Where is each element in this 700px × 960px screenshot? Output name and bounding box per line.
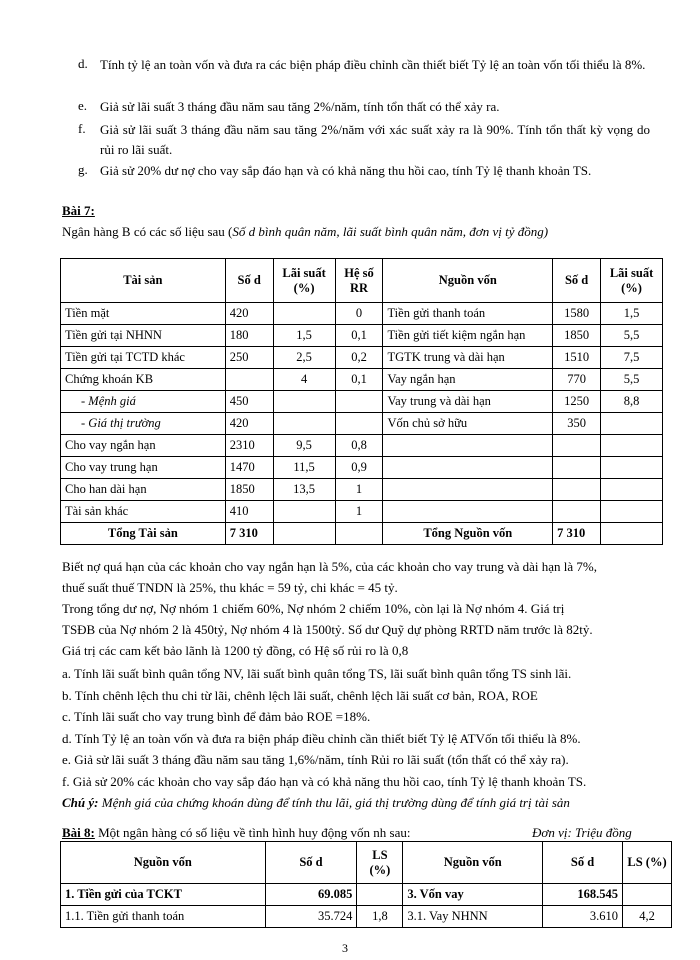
source-cell [383,457,553,479]
risk-cell: 0,2 [335,347,383,369]
paragraph-line: Biết nợ quá hạn của các khoản cho vay ngắn hạn là 5%, của các khoản cho vay trung và dài hạn là 7%, [62,559,597,574]
balance-cell: 1470 [225,457,273,479]
source-right-rate-cell [623,884,672,906]
asset-cell: Tài sản khác [61,501,226,523]
source-cell: Tiền gửi tiết kiệm ngắn hạn [383,325,553,347]
risk-cell: 0,8 [335,435,383,457]
risk-cell: 1 [335,479,383,501]
source-right-cell: 3.1. Vay NHNN [403,906,543,928]
source-rate-cell: 5,5 [601,369,663,391]
header-so-du: Số d [225,259,273,303]
risk-cell [335,391,383,413]
table-header-row [61,259,663,303]
table-header-row [61,842,672,884]
rate-cell: 13,5 [273,479,335,501]
source-cell: TGTK trung và dài hạn [383,347,553,369]
risk-cell: 0,9 [335,457,383,479]
source-cell [383,435,553,457]
item-marker: e. [78,98,88,113]
bai7-table-body [61,303,663,523]
table-row [61,501,663,523]
item-marker: d. [78,56,88,71]
header-ls2: LS (%) [623,842,672,884]
balance-cell: 420 [225,303,273,325]
source-rate-cell [601,435,663,457]
empty-cell [601,523,663,545]
header-nguon-von: Nguồn vốn [383,259,553,303]
section-title-bai8: Bài 8: [62,825,95,840]
table-row [61,413,663,435]
question-item: c. Tính lãi suất cho vay trung bình để đảm bảo ROE =18%. [62,709,371,724]
source-left-cell: 1. Tiền gửi của TCKT [61,884,266,906]
table-row [61,435,663,457]
note-label: Chú ý: [62,795,99,810]
page-number: 3 [342,941,348,955]
source-balance-cell [553,435,601,457]
question-item: d. Tính Tỷ lệ an toàn vốn và đưa ra biện pháp điều chỉnh cần thiết biết Tỷ lệ ATVốn tối thiểu là 8%. [62,730,581,746]
risk-cell: 0 [335,303,383,325]
table-row [61,325,663,347]
item-marker: f. [78,121,86,136]
header-nguon-von2: Nguồn vốn [403,842,543,884]
risk-cell: 0,1 [335,369,383,391]
source-left-value-cell: 69.085 [265,884,357,906]
balance-cell: 410 [225,501,273,523]
source-rate-cell: 8,8 [601,391,663,413]
asset-cell: - Giá thị trường [61,413,226,435]
source-balance-cell [553,501,601,523]
balance-cell: 450 [225,391,273,413]
source-balance-cell: 1250 [553,391,601,413]
rate-cell [273,391,335,413]
total-asset-value: 7 310 [225,523,273,545]
source-cell [383,501,553,523]
bai8-table [60,841,672,928]
source-left-rate-cell [357,884,403,906]
bai8-unit: Đơn vị: Triệu đồng [532,825,632,840]
table-row [61,369,663,391]
source-rate-cell: 5,5 [601,325,663,347]
source-rate-cell: 1,5 [601,303,663,325]
source-balance-cell [553,479,601,501]
list-item: Giả sử lãi suất 3 tháng đầu năm sau tăng 2%/năm với xác suất xảy ra là 90%. Tính tổn thất kỳ vọng do rủi ro lãi suất. [100,122,650,157]
rate-cell [273,413,335,435]
list-item: Giả sử lãi suất 3 tháng đầu năm sau tăng 2%/năm, tính tổn thất có thể xảy ra. [100,99,500,114]
question-item: e. Giả sử lãi suất 3 tháng đầu năm sau tăng 1,6%/năm, tính Rủi ro lãi suất (tổn thất có thể xảy ra). [62,752,569,767]
asset-cell: Chứng khoán KB [61,369,226,391]
paragraph-line: Trong tổng dư nợ, Nợ nhóm 1 chiếm 60%, Nợ nhóm 2 chiếm 10%, còn lại là Nợ nhóm 4. Giá trị [62,601,565,616]
source-balance-cell: 770 [553,369,601,391]
source-cell [383,479,553,501]
source-rate-cell: 7,5 [601,347,663,369]
rate-cell: 2,5 [273,347,335,369]
header-so-du2: Số d [543,842,623,884]
table-row [61,457,663,479]
table-row [61,479,663,501]
source-left-value-cell: 35.724 [265,906,357,928]
rate-cell: 1,5 [273,325,335,347]
paragraph-line: Giá trị các cam kết bảo lãnh là 1200 tỷ đồng, có Hệ số rủi ro là 0,8 [62,643,409,658]
bai7-intro-plain: Ngân hàng B có các số liệu sau ( [62,224,233,239]
paragraph-line: TSĐB của Nợ nhóm 2 là 450tỷ, Nợ nhóm 4 là 1500tỷ. Số dư Quỹ dự phòng RRTD năm trước là 82tỷ. [62,622,593,637]
rate-cell: 4 [273,369,335,391]
empty-cell [335,523,383,545]
header-tai-san: Tài sản [61,259,226,303]
balance-cell: 250 [225,347,273,369]
balance-cell: 1850 [225,479,273,501]
header-so-du2: Số d [553,259,601,303]
risk-cell [335,413,383,435]
balance-cell: 2310 [225,435,273,457]
source-balance-cell: 1580 [553,303,601,325]
table-total-row [61,523,663,545]
empty-cell [273,523,335,545]
balance-cell: 180 [225,325,273,347]
table-row [61,347,663,369]
balance-cell [225,369,273,391]
bai7-paragraph [62,556,597,661]
source-rate-cell [601,501,663,523]
source-cell: Vay trung và dài hạn [383,391,553,413]
source-rate-cell [601,479,663,501]
list-item: Giả sử 20% dư nợ cho vay sắp đáo hạn và có khả năng thu hồi cao, tính Tỷ lệ thanh khoản TS. [100,163,592,178]
asset-cell: Cho vay ngắn hạn [61,435,226,457]
source-cell: Vay ngắn hạn [383,369,553,391]
question-item: a. Tính lãi suất bình quân tổng NV, lãi suất bình quân tổng TS, lãi suất bình quân tổng TS sinh lãi. [62,666,572,681]
bai8-heading [62,825,410,841]
source-balance-cell: 1510 [553,347,601,369]
risk-cell: 0,1 [335,325,383,347]
source-cell: Vốn chủ sở hữu [383,413,553,435]
rate-cell [273,501,335,523]
bai7-intro-italic: Số d bình quân năm, lãi suất bình quân năm, đơn vị tỷ đồng) [232,224,549,239]
source-right-cell: 3. Vốn vay [403,884,543,906]
header-ls: LS (%) [357,842,403,884]
header-lai-suat2: Lãi suất (%) [601,259,663,303]
asset-cell: Cho han dài hạn [61,479,226,501]
source-cell: Tiền gửi thanh toán [383,303,553,325]
source-right-value-cell: 3.610 [543,906,623,928]
rate-cell [273,303,335,325]
rate-cell: 9,5 [273,435,335,457]
paragraph-line: thuế suất thuế TNDN là 25%, thu khác = 59 tỷ, chi khác = 45 tỷ. [62,580,398,595]
list-item: Tính tỷ lệ an toàn vốn và đưa ra các biện pháp điều chỉnh cần thiết biết Tỷ lệ an toàn vốn tối thiểu là 8%. [100,57,646,72]
rate-cell: 11,5 [273,457,335,479]
note [62,792,586,814]
table-row [61,303,663,325]
table-row [61,906,672,928]
asset-cell: Cho vay trung hạn [61,457,226,479]
source-rate-cell [601,457,663,479]
bai7-table [60,258,663,545]
bai7-intro [62,224,548,240]
source-right-rate-cell: 4,2 [623,906,672,928]
header-so-du: Số d [265,842,357,884]
source-balance-cell [553,457,601,479]
balance-cell: 420 [225,413,273,435]
header-lai-suat: Lãi suất (%) [273,259,335,303]
total-source-value: 7 310 [553,523,601,545]
asset-cell: Tiền mặt [61,303,226,325]
note-text: Mệnh giá của chứng khoán dùng để tính thu lãi, giá thị trường dùng để tính giá trị tài sản [98,795,570,810]
asset-cell: - Mệnh giá [61,391,226,413]
bai8-table-body [61,884,672,928]
table-row [61,391,663,413]
header-he-so: Hệ số RR [335,259,383,303]
risk-cell: 1 [335,501,383,523]
source-right-value-cell: 168.545 [543,884,623,906]
total-asset-label: Tổng Tài sản [61,523,226,545]
source-rate-cell [601,413,663,435]
total-source-label: Tổng Nguồn vốn [383,523,553,545]
question-item: f. Giả sử 20% các khoản cho vay sắp đáo hạn và có khả năng thu hồi cao, tính Tỷ lệ thanh khoản TS. [62,773,587,789]
table-row [61,884,672,906]
asset-cell: Tiền gửi tại TCTD khác [61,347,226,369]
source-balance-cell: 1850 [553,325,601,347]
header-nguon-von: Nguồn vốn [61,842,266,884]
bai7-questions [62,663,586,814]
item-marker: g. [78,162,88,177]
question-item: b. Tính chênh lệch thu chi từ lãi, chênh lệch lãi suất, chênh lệch lãi suất cơ bản, ROA, ROE [62,687,538,703]
source-balance-cell: 350 [553,413,601,435]
section-title-bai7: Bài 7: [62,203,95,218]
source-left-rate-cell: 1,8 [357,906,403,928]
source-left-cell: 1.1. Tiền gửi thanh toán [61,906,266,928]
asset-cell: Tiền gửi tại NHNN [61,325,226,347]
bai8-intro: Một ngân hàng có số liệu về tình hình huy động vốn nh sau: [94,825,411,840]
